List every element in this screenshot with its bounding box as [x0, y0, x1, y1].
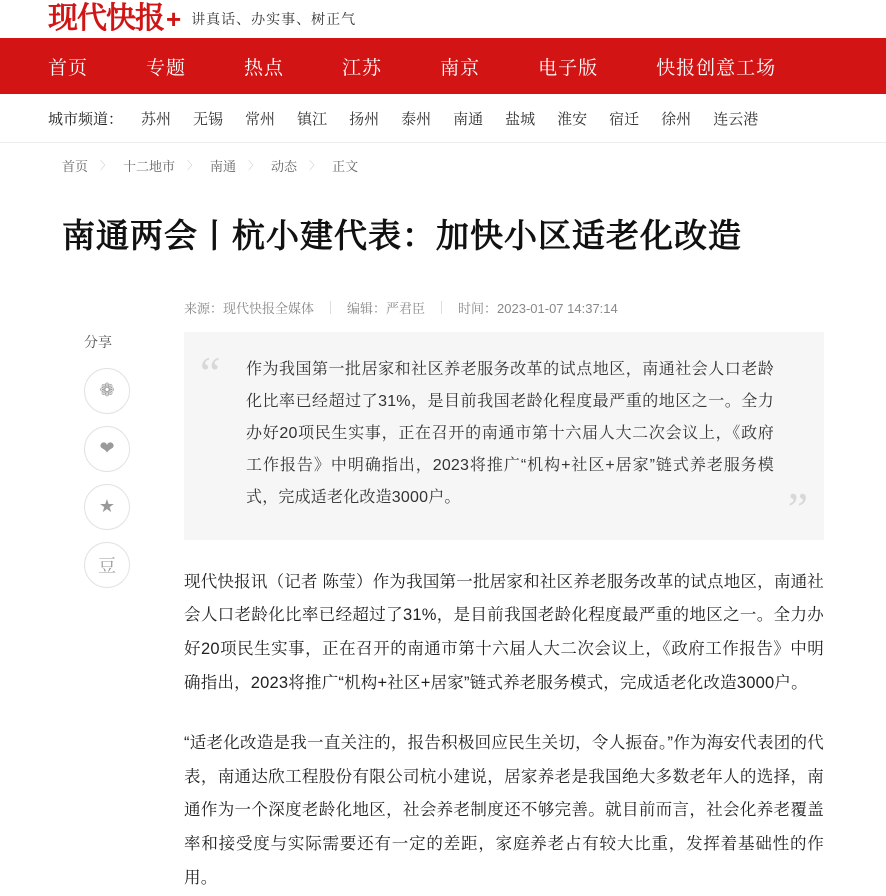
city-item-taizhou[interactable]: 泰州 — [401, 110, 432, 128]
article-paragraph: “适老化改造是我一直关注的，报告积极回应民生关切，令人振奋。”作为海安代表团的代表，南通达欣工程股份有限公司杭小建说，居家养老是我国绝大多数老年人的选择，南通作为一个深度老龄化地区，社会养老制度还不够完善。就目前而言，社会化养老覆盖率和接受度与实际需要还有一定的差距，家庭养老占有较大比重，发挥着基础性的作用。 — [184, 733, 824, 888]
nav-item-creative-workshop[interactable]: 快报创意工场 — [656, 57, 777, 79]
city-item-changzhou[interactable]: 常州 — [245, 110, 276, 128]
douban-icon[interactable]: 豆 — [84, 542, 130, 588]
city-item-yancheng[interactable]: 盐城 — [505, 110, 536, 128]
breadcrumb-separator-icon: 〉 — [187, 160, 199, 172]
city-item-yangzhou[interactable]: 扬州 — [349, 110, 380, 128]
quote-open-icon: “ — [200, 346, 221, 398]
city-item-lianyungang[interactable]: 连云港 — [713, 110, 759, 128]
breadcrumb-separator-icon: 〉 — [309, 160, 321, 172]
quote-close-icon: ” — [787, 482, 808, 534]
nav-item-hot[interactable]: 热点 — [244, 57, 285, 79]
breadcrumb-item-news[interactable]: 动态 — [271, 158, 298, 174]
breadcrumb-item-twelve-cities[interactable]: 十二地市 — [123, 158, 176, 174]
article — [0, 215, 886, 896]
city-channel-label: 城市频道： — [48, 110, 124, 128]
weibo-icon[interactable]: ❤ — [84, 426, 130, 472]
breadcrumb-item-nantong[interactable]: 南通 — [210, 158, 237, 174]
nav-item-topics[interactable]: 专题 — [146, 57, 187, 79]
nav-item-home[interactable]: 首页 — [48, 57, 89, 79]
article-meta — [62, 298, 824, 318]
breadcrumb-item-home[interactable]: 首页 — [62, 158, 89, 174]
article-body-wrapper — [62, 332, 824, 896]
city-item-suzhou[interactable]: 苏州 — [141, 110, 172, 128]
breadcrumb-separator-icon: 〉 — [100, 160, 112, 172]
city-item-nantong[interactable]: 南通 — [453, 110, 484, 128]
city-item-huaian[interactable]: 淮安 — [557, 110, 588, 128]
city-item-suqian[interactable]: 宿迁 — [609, 110, 640, 128]
site-logo-plus-icon: + — [166, 4, 182, 34]
meta-divider — [330, 301, 331, 314]
page-title: 南通两会丨杭小建代表：加快小区适老化改造 — [62, 219, 742, 255]
city-item-wuxi[interactable]: 无锡 — [193, 110, 224, 128]
city-channel-bar — [0, 94, 886, 143]
share-title: 分享 — [84, 333, 112, 350]
article-editor: 编辑：严君臣 — [347, 301, 426, 317]
city-item-zhenjiang[interactable]: 镇江 — [297, 110, 328, 128]
article-source: 来源：现代快报全媒体 — [184, 301, 315, 317]
site-logo-text[interactable]: 现代快报 — [48, 2, 164, 35]
share-sidebar — [62, 332, 184, 896]
article-summary-quote — [184, 332, 824, 540]
nav-item-jiangsu[interactable]: 江苏 — [342, 57, 383, 79]
main-navigation — [0, 38, 886, 94]
article-paragraph: 现代快报讯（记者 陈莹）作为我国第一批居家和社区养老服务改革的试点地区，南通社会人口老龄化比率已经超过了31%，是目前我国老龄化程度最严重的地区之一。全力办好20项民生实事，正在召开的南通市第十六届人大二次会议上，《政府工作报告》中明确指出，2023将推广“机构+社区+居家”链式养老服务模式，完成适老化改造3000户。 — [184, 572, 824, 692]
site-logo-bar — [0, 0, 886, 38]
breadcrumb-separator-icon: 〉 — [248, 160, 260, 172]
quote-text: 作为我国第一批居家和社区养老服务改革的试点地区，南通社会人口老龄化比率已经超过了31%，是目前我国老龄化程度最严重的地区之一。全力办好20项民生实事，正在召开的南通市第十六届人大二次会议上，《政府工作报告》中明确指出，2023将推广“机构+社区+居家”链式养老服务模式，完成适老化改造3000户。 — [246, 360, 774, 506]
article-content — [184, 332, 824, 896]
breadcrumb — [0, 143, 886, 187]
wechat-icon[interactable]: ❁ — [84, 368, 130, 414]
breadcrumb-item-article[interactable]: 正文 — [332, 158, 359, 174]
nav-item-epaper[interactable]: 电子版 — [538, 57, 599, 79]
article-timestamp: 时间：2023-01-07 14:37:14 — [458, 301, 618, 317]
meta-divider — [441, 301, 442, 314]
site-slogan: 讲真话、办实事、树正气 — [191, 11, 357, 27]
favorite-icon[interactable]: ★ — [84, 484, 130, 530]
city-item-xuzhou[interactable]: 徐州 — [661, 110, 692, 128]
nav-item-nanjing[interactable]: 南京 — [440, 57, 481, 79]
